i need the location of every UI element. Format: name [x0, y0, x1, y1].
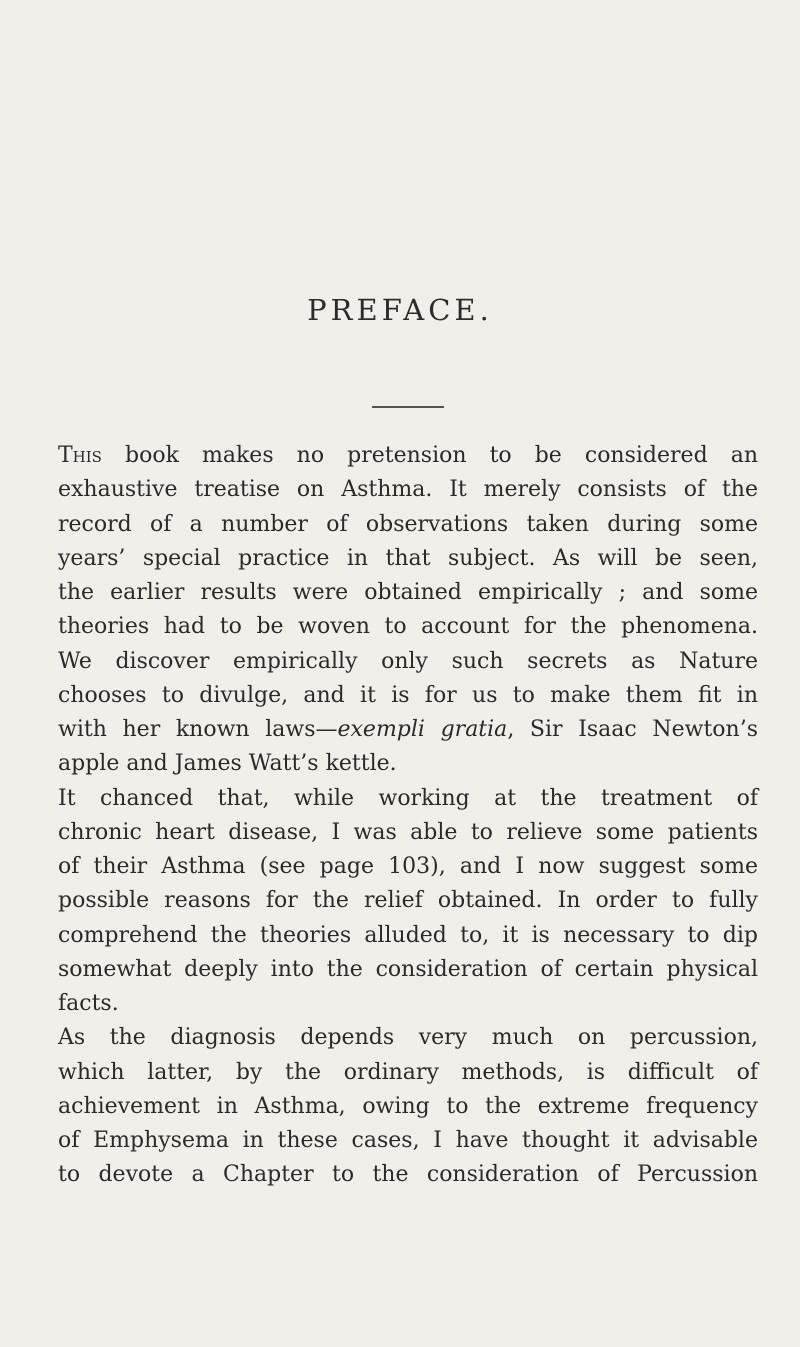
text-line: This book makes no pretension to be considered an [58, 443, 758, 468]
text-line: years’ special practice in that subject. As will be seen, [58, 545, 758, 571]
preface-heading: PREFACE. [307, 293, 493, 327]
text-line: of their Asthma (see page 103), and I now suggest some [58, 854, 758, 879]
text-line: theories had to be woven to account for the phenomena. [58, 614, 758, 640]
text-line: It chanced that, while working at the treatment of [58, 785, 758, 811]
text-line: possible reasons for the relief obtained. In order to fully [58, 888, 758, 914]
text-line: chooses to divulge, and it is for us to make them fit in [58, 682, 758, 708]
text-line: to devote a Chapter to the consideration of Percussion [58, 1162, 758, 1188]
text-line: chronic heart disease, I was able to relieve some patients [58, 819, 758, 845]
text-line: achievement in Asthma, owing to the extreme frequency [58, 1093, 758, 1119]
italic-phrase: exempli gratia [337, 717, 508, 742]
text-line: which latter, by the ordinary methods, is difficult of [58, 1059, 758, 1085]
text-line: exhaustive treatise on Asthma. It merely consists of the [58, 477, 758, 503]
text-line: of Emphysema in these cases, I have thought it advisable [58, 1128, 758, 1153]
text-line: the earlier results were obtained empirically ; and some [58, 580, 758, 605]
text-line: apple and James Watt’s kettle. [58, 751, 397, 777]
text-line: record of a number of observations taken during some [58, 511, 758, 537]
first-word: This [58, 443, 102, 468]
text-line: As the diagnosis depends very much on percussion, [58, 1025, 758, 1051]
text-line: with her known laws—exempli gratia, Sir Isaac Newton’s [58, 717, 758, 742]
text-line: We discover empirically only such secrets as Nature [58, 648, 758, 674]
text-line: somewhat deeply into the consideration of certain physical [58, 956, 758, 982]
text-line: comprehend the theories alluded to, it is necessary to dip [58, 922, 758, 948]
text-line: facts. [58, 991, 119, 1016]
heading-divider [372, 406, 444, 408]
preface-body [58, 439, 758, 1193]
